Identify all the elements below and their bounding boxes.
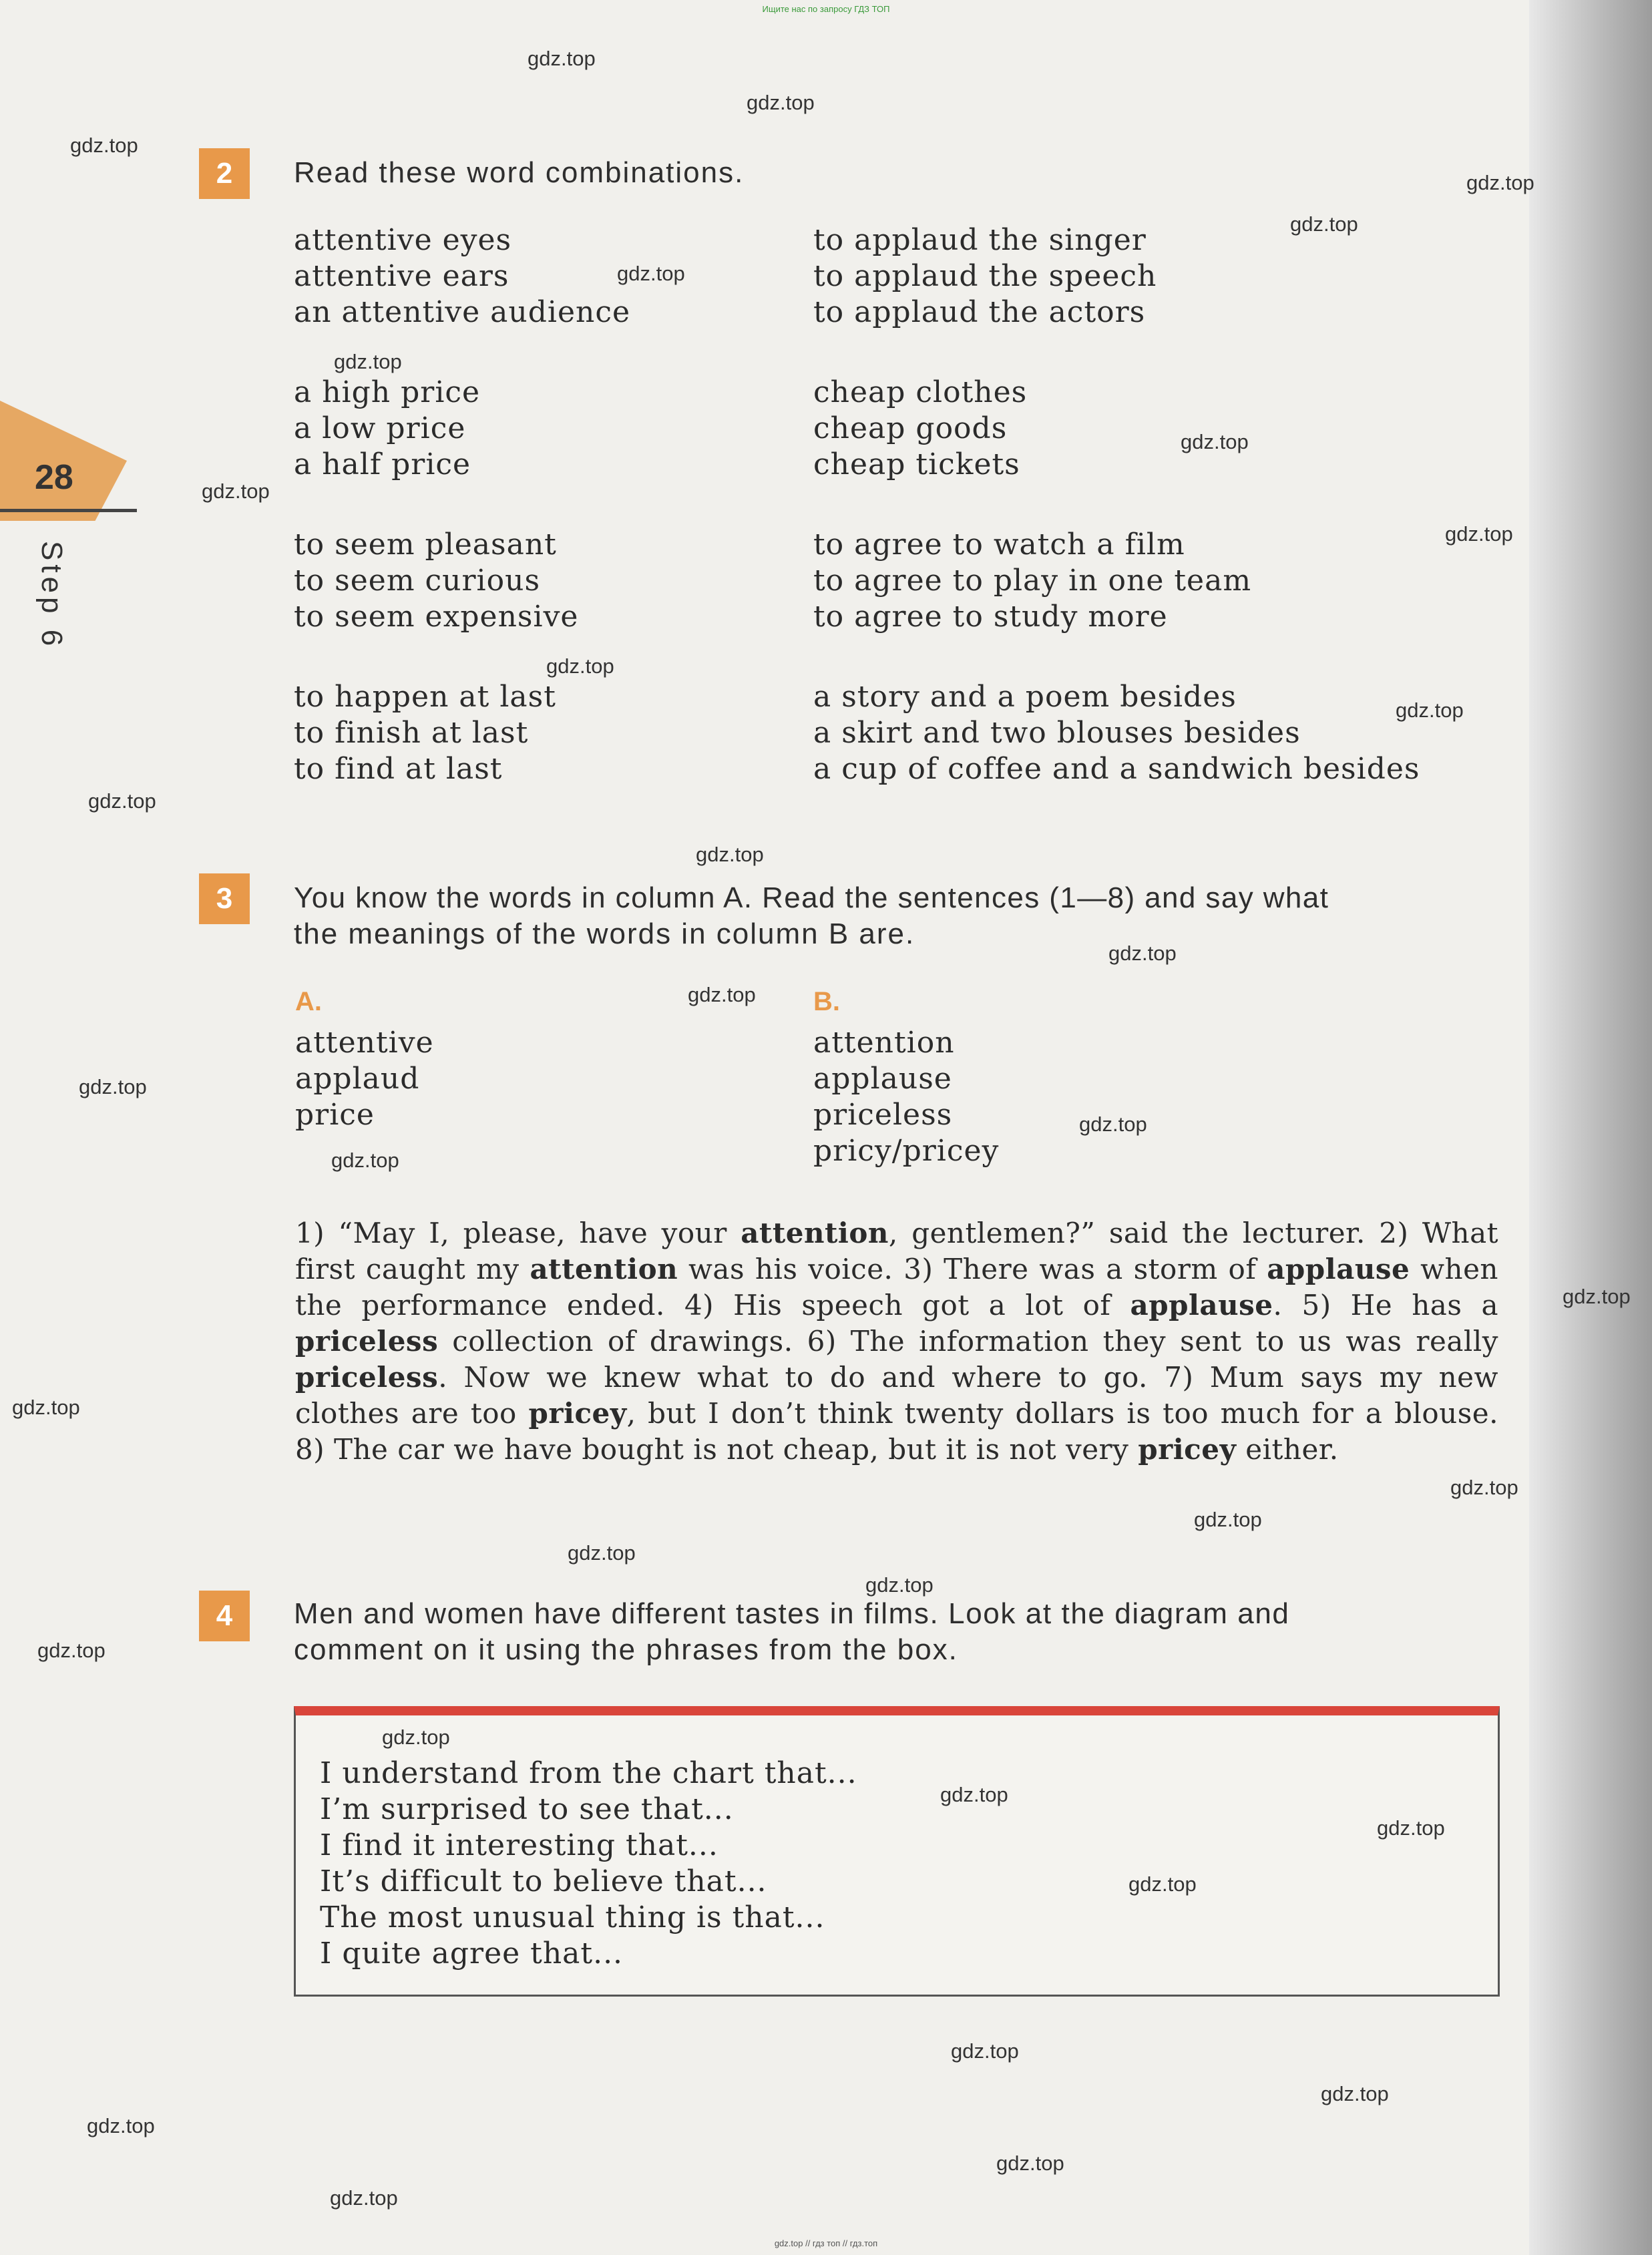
bold-term: applause	[1130, 1289, 1273, 1321]
phrase: I find it interesting that...	[320, 1828, 718, 1862]
watermark: gdz.top	[1396, 698, 1464, 722]
column-b-word: applause	[813, 1062, 952, 1096]
column-a-heading: A.	[295, 987, 322, 1016]
column-a-word: price	[295, 1098, 375, 1132]
bold-term: priceless	[295, 1325, 439, 1358]
word-combination: cheap clothes	[813, 375, 1028, 409]
watermark: gdz.top	[1181, 430, 1249, 453]
bold-term: pricey	[528, 1397, 627, 1430]
watermark: gdz.top	[688, 983, 756, 1006]
word-combination: cheap goods	[813, 411, 1008, 445]
exercise-2-left-column	[294, 222, 630, 787]
watermark: gdz.top	[1377, 1816, 1445, 1840]
exercise-2-heading: Read these word combinations.	[294, 156, 745, 189]
word-combination: to seem curious	[294, 564, 541, 598]
watermark: gdz.top	[37, 1639, 106, 1662]
watermark: gdz.top	[330, 2186, 398, 2210]
watermark: gdz.top	[70, 134, 138, 157]
word-combination: a skirt and two blouses besides	[813, 716, 1301, 750]
phrase: The most unusual thing is that...	[320, 1900, 825, 1934]
phrases-box	[294, 1706, 1500, 1997]
watermark: gdz.top	[1194, 1508, 1262, 1531]
column-b-word: pricy/pricey	[813, 1134, 1000, 1168]
exercise-3-sentences	[295, 1215, 1498, 1468]
word-combination: a cup of coffee and a sandwich besides	[813, 752, 1420, 786]
word-combination: attentive ears	[294, 259, 509, 293]
watermark: gdz.top	[382, 1725, 450, 1749]
word-combination: attentive eyes	[294, 223, 512, 257]
watermark: gdz.top	[1128, 1872, 1197, 1896]
watermark: gdz.top	[1108, 942, 1177, 965]
word-combination: an attentive audience	[294, 295, 631, 329]
watermark: gdz.top	[940, 1783, 1008, 1806]
watermark: gdz.top	[1321, 2082, 1389, 2105]
watermark: gdz.top	[202, 479, 270, 503]
exercise-2-badge: 2	[199, 148, 250, 199]
sentence-text: collection of drawings. 6) The information they sent to us was really	[438, 1325, 1498, 1358]
phrase: I’m surprised to see that...	[320, 1792, 734, 1826]
phrases-list	[320, 1756, 857, 1972]
word-combination: to applaud the singer	[813, 223, 1147, 257]
column-b-heading: B.	[813, 987, 840, 1016]
heading-line: the meanings of the words in column B are.	[294, 917, 915, 950]
column-a-word: attentive	[295, 1026, 434, 1060]
sentence-text: , gentlemen?” said the lecturer. 2) What first caught my	[295, 1217, 1498, 1285]
word-combination: cheap tickets	[813, 447, 1020, 481]
bold-term: priceless	[295, 1361, 439, 1394]
word-combination: to applaud the actors	[813, 295, 1146, 329]
watermark: gdz.top	[747, 91, 815, 114]
heading-line: You know the words in column A. Read the sentences (1—8) and say what	[294, 881, 1329, 914]
watermark: gdz.top	[88, 789, 156, 813]
sentence-text: was his voice. 3) There was a storm of	[678, 1253, 1267, 1285]
column-a	[295, 1025, 434, 1133]
word-combination: to finish at last	[294, 716, 529, 750]
watermark: gdz.top	[334, 350, 402, 373]
watermark: gdz.top	[1466, 171, 1534, 194]
heading-line: Men and women have different tastes in films. Look at the diagram and	[294, 1597, 1290, 1630]
sentence-text: either.	[1236, 1433, 1339, 1466]
word-combination: to find at last	[294, 752, 503, 786]
heading-line: comment on it using the phrases from the box.	[294, 1633, 958, 1666]
watermark: gdz.top	[865, 1573, 934, 1597]
exercise-4-badge: 4	[199, 1591, 250, 1641]
watermark: gdz.top	[1445, 522, 1513, 546]
sentence-text: 1) “May I, please, have your	[295, 1217, 741, 1249]
bottom-note: gdz.top // гдз топ // гдз.топ	[774, 2238, 878, 2248]
watermark: gdz.top	[951, 2039, 1019, 2063]
column-b-word: attention	[813, 1026, 955, 1060]
sentence-text: . 5) He has a	[1273, 1289, 1498, 1321]
column-b-word: priceless	[813, 1098, 953, 1132]
watermark: gdz.top	[1450, 1476, 1518, 1499]
watermark: gdz.top	[568, 1541, 636, 1565]
word-combination: to happen at last	[294, 680, 556, 714]
watermark: gdz.top	[528, 47, 596, 70]
exercise-4-heading	[294, 1596, 1502, 1668]
page-number-rule	[0, 509, 137, 512]
bold-term: attention	[741, 1217, 889, 1249]
word-combination: to agree to play in one team	[813, 564, 1252, 598]
word-combination: a half price	[294, 447, 471, 481]
watermark: gdz.top	[1563, 1285, 1631, 1308]
exercise-3-heading	[294, 880, 1502, 952]
word-combination: a high price	[294, 375, 481, 409]
watermark: gdz.top	[996, 2151, 1064, 2175]
bold-term: applause	[1267, 1253, 1410, 1285]
exercise-3-badge: 3	[199, 873, 250, 924]
page-number: 28	[35, 458, 73, 497]
watermark: gdz.top	[617, 262, 685, 285]
watermark: gdz.top	[79, 1075, 147, 1098]
phrase: It’s difficult to believe that...	[320, 1864, 767, 1898]
bold-term: attention	[530, 1253, 678, 1285]
column-a-word: applaud	[295, 1062, 420, 1096]
watermark: gdz.top	[546, 654, 614, 678]
word-combination: a low price	[294, 411, 466, 445]
watermark: gdz.top	[696, 843, 764, 866]
sentence-text: when the performance ended. 4) His speech got a lot of	[295, 1253, 1498, 1321]
phrase: I understand from the chart that...	[320, 1756, 857, 1790]
word-combination: a story and a poem besides	[813, 680, 1237, 714]
watermark: gdz.top	[1290, 212, 1358, 236]
word-combination: to agree to study more	[813, 600, 1168, 634]
word-combination: to seem expensive	[294, 600, 579, 634]
watermark: gdz.top	[1079, 1112, 1147, 1136]
bold-term: pricey	[1138, 1433, 1237, 1466]
step-label: Step 6	[35, 541, 68, 650]
watermark: gdz.top	[331, 1149, 399, 1172]
word-combination: to agree to watch a film	[813, 528, 1185, 562]
phrase: I quite agree that...	[320, 1936, 624, 1971]
column-b	[813, 1025, 999, 1169]
exercise-2-right-column	[813, 222, 1420, 787]
page-edge-shadow	[1529, 0, 1652, 2255]
watermark: gdz.top	[87, 2114, 155, 2137]
word-combination: to applaud the speech	[813, 259, 1157, 293]
sentence-text: . Now we knew what to do and where to go. 7) Mum says my new clothes are too	[295, 1361, 1498, 1430]
sentence-text: , but I don’t think twenty dollars is too much for a blouse. 8) The car we have bought is not cheap, but it is not very	[295, 1397, 1498, 1466]
top-note: Ищите нас по запросу ГДЗ ТОП	[762, 4, 890, 14]
watermark: gdz.top	[12, 1396, 80, 1419]
word-combination: to seem pleasant	[294, 528, 557, 562]
